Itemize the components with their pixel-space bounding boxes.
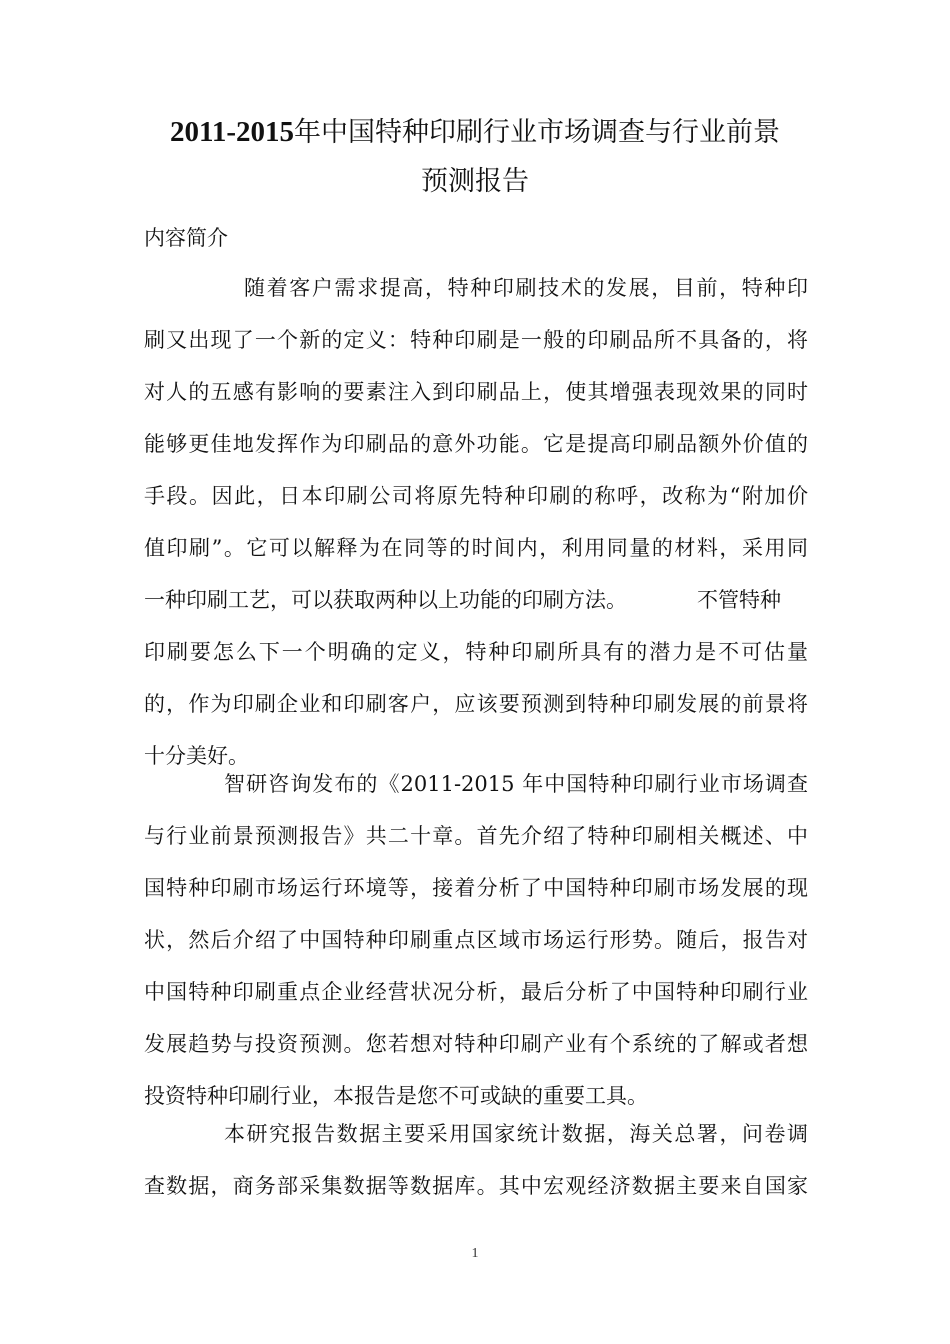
paragraph-line [144, 574, 808, 626]
document-title-line1 [120, 108, 830, 157]
paragraph-line: 投资特种印刷行业，本报告是您不可或缺的重要工具。 [144, 1084, 648, 1108]
paragraph-line: 与行业前景预测报告》共二十章。首先介绍了特种印刷相关概述、中 [144, 824, 808, 848]
section-label: 内容简介 [144, 226, 228, 250]
paragraph-line: 值印刷”。它可以解释为在同等的时间内，利用同量的材料，采用同 [144, 536, 808, 560]
paragraph-line: 发展趋势与投资预测。您若想对特种印刷产业有个系统的了解或者想 [144, 1032, 808, 1056]
paragraph-line: 印刷要怎么下一个明确的定义，特种印刷所具有的潜力是不可估量 [144, 640, 808, 664]
page-number: 1 [471, 1246, 479, 1261]
paragraph-line-tail: 不管特种 [697, 588, 781, 612]
paragraph-line: 查数据，商务部采集数据等数据库。其中宏观经济数据主要来自国家 [144, 1174, 808, 1198]
paragraph-line-text: 一种印刷工艺，可以获取两种以上功能的印刷方法。 [144, 588, 627, 612]
paragraph-line: 十分美好。 [144, 744, 249, 768]
paragraph-line: 智研咨询发布的《2011-2015 年中国特种印刷行业市场调查 [224, 772, 808, 796]
paragraph-line: 随着客户需求提高，特种印刷技术的发展，目前，特种印 [244, 276, 808, 300]
paragraph-report-summary [144, 758, 808, 1122]
paragraph-line: 国特种印刷市场运行环境等，接着分析了中国特种印刷市场发展的现 [144, 876, 808, 900]
document-title-line2: 预测报告 [421, 166, 529, 197]
paragraph-line: 能够更佳地发挥作为印刷品的意外功能。它是提高印刷品额外价值的 [144, 432, 808, 456]
paragraph-line: 状，然后介绍了中国特种印刷重点区域市场运行形势。随后，报告对 [144, 928, 808, 952]
paragraph-intro [144, 262, 808, 782]
paragraph-line: 的，作为印刷企业和印刷客户，应该要预测到特种印刷发展的前景将 [144, 692, 808, 716]
paragraph-line: 对人的五感有影响的要素注入到印刷品上，使其增强表现效果的同时 [144, 380, 808, 404]
title-year-range: 2011-2015 [169, 116, 295, 148]
paragraph-line: 刷又出现了一个新的定义：特种印刷是一般的印刷品所不具备的，将 [144, 328, 808, 352]
title-text: 年中国特种印刷行业市场调查与行业前景 [294, 117, 781, 148]
paragraph-line: 中国特种印刷重点企业经营状况分析，最后分析了中国特种印刷行业 [144, 980, 808, 1004]
paragraph-data-sources [144, 1108, 808, 1212]
paragraph-line: 手段。因此，日本印刷公司将原先特种印刷的称呼，改称为“附加价 [144, 484, 808, 508]
paragraph-line: 本研究报告数据主要采用国家统计数据，海关总署，问卷调 [224, 1122, 808, 1146]
